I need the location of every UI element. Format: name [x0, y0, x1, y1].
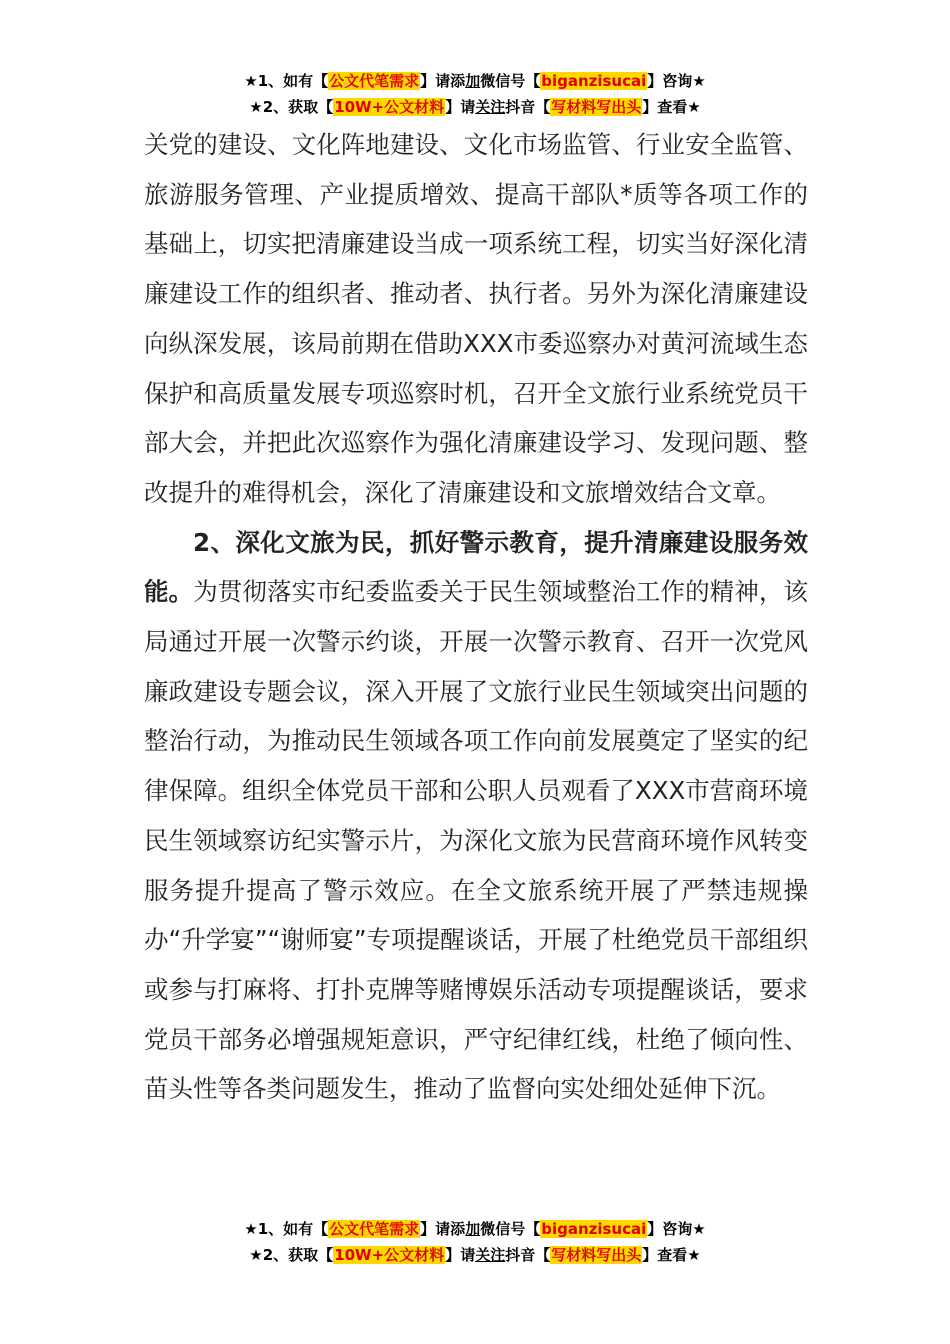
- banner-line-1: [0, 1216, 950, 1242]
- paragraph-1: 关党的建设、文化阵地建设、文化市场监管、行业安全监管、旅游服务管理、产业提质增效、提高干部队*质等各项工作的基础上，切实把清廉建设当成一项系统工程，切实当好深化清廉建设工作的组织者、推动者、执行者。另外为深化清廉建设向纵深发展，该局前期在借助XXX市委巡察办对黄河流域生态保护和高质量发展专项巡察时机，召开全文旅行业系统党员干部大会，并把此次巡察作为强化清廉建设学习、发现问题、整改提升的难得机会，深化了清廉建设和文旅增效结合文章。: [144, 130, 808, 507]
- highlight-materials: 10W+公文材料: [334, 98, 445, 116]
- banner-text: 】请添: [420, 1220, 466, 1238]
- banner-text: 】咨询★: [647, 72, 706, 90]
- banner-text: 微信号【: [480, 72, 541, 90]
- footer-banner: [0, 1216, 950, 1268]
- banner-text: 】请: [445, 1246, 476, 1264]
- highlight-wechat-id: biganzisucai: [541, 72, 647, 90]
- banner-text: ★2、获取【: [249, 98, 334, 116]
- banner-underlined-text: 加: [465, 1220, 481, 1238]
- banner-text: 】请添: [420, 72, 466, 90]
- header-banner: [0, 68, 950, 120]
- banner-text: ★1、如有【: [244, 1220, 329, 1238]
- highlight-wechat-id: biganzisucai: [541, 1220, 647, 1238]
- banner-line-2: [0, 1242, 950, 1268]
- banner-text: 微信号【: [480, 1220, 541, 1238]
- document-body: [144, 120, 808, 1114]
- banner-text: 】咨询★: [647, 1220, 706, 1238]
- paragraph-2-body: 为贯彻落实市纪委监委关于民生领域整治工作的精神，该局通过开展一次警示约谈，开展一次警示教育、召开一次党风廉政建设专题会议，深入开展了文旅行业民生领域突出问题的整治行动，为推动民生领域各项工作向前发展奠定了坚实的纪律保障。组织全体党员干部和公职人员观看了XXX市营商环境民生领域察访纪实警示片，为深化文旅为民营商环境作风转变服务提升提高了警示效应。在全文旅系统开展了严禁违规操办“升学宴”“谢师宴”专项提醒谈话，开展了杜绝党员干部组织或参与打麻将、打扑克牌等赌博娱乐活动专项提醒谈话，要求党员干部务必增强规矩意识，严守纪律红线，杜绝了倾向性、苗头性等各类问题发生，推动了监督向实处细处延伸下沉。: [144, 577, 809, 1104]
- banner-text: ★2、获取【: [249, 1246, 334, 1264]
- paragraph-2: [144, 518, 808, 1114]
- banner-underlined-text: 关注: [475, 98, 506, 116]
- banner-line-1: [0, 68, 950, 94]
- banner-text: 抖音【: [505, 98, 551, 116]
- banner-text: ★1、如有【: [244, 72, 329, 90]
- highlight-service: 公文代笔需求: [329, 1220, 420, 1238]
- highlight-materials: 10W+公文材料: [334, 1246, 445, 1264]
- banner-underlined-text: 加: [465, 72, 481, 90]
- banner-underlined-text: 关注: [475, 1246, 506, 1264]
- banner-text: 】请: [445, 98, 476, 116]
- banner-text: 】查看★: [642, 98, 701, 116]
- banner-text: 】查看★: [642, 1246, 701, 1264]
- highlight-douyin-account: 写材料写出头: [551, 1246, 642, 1264]
- section-heading: 2、深化文旅为民，抓好警示教育，提升清廉建设服务效能。: [144, 527, 808, 607]
- banner-text: 抖音【: [505, 1246, 551, 1264]
- banner-line-2: [0, 94, 950, 120]
- highlight-douyin-account: 写材料写出头: [551, 98, 642, 116]
- highlight-service: 公文代笔需求: [329, 72, 420, 90]
